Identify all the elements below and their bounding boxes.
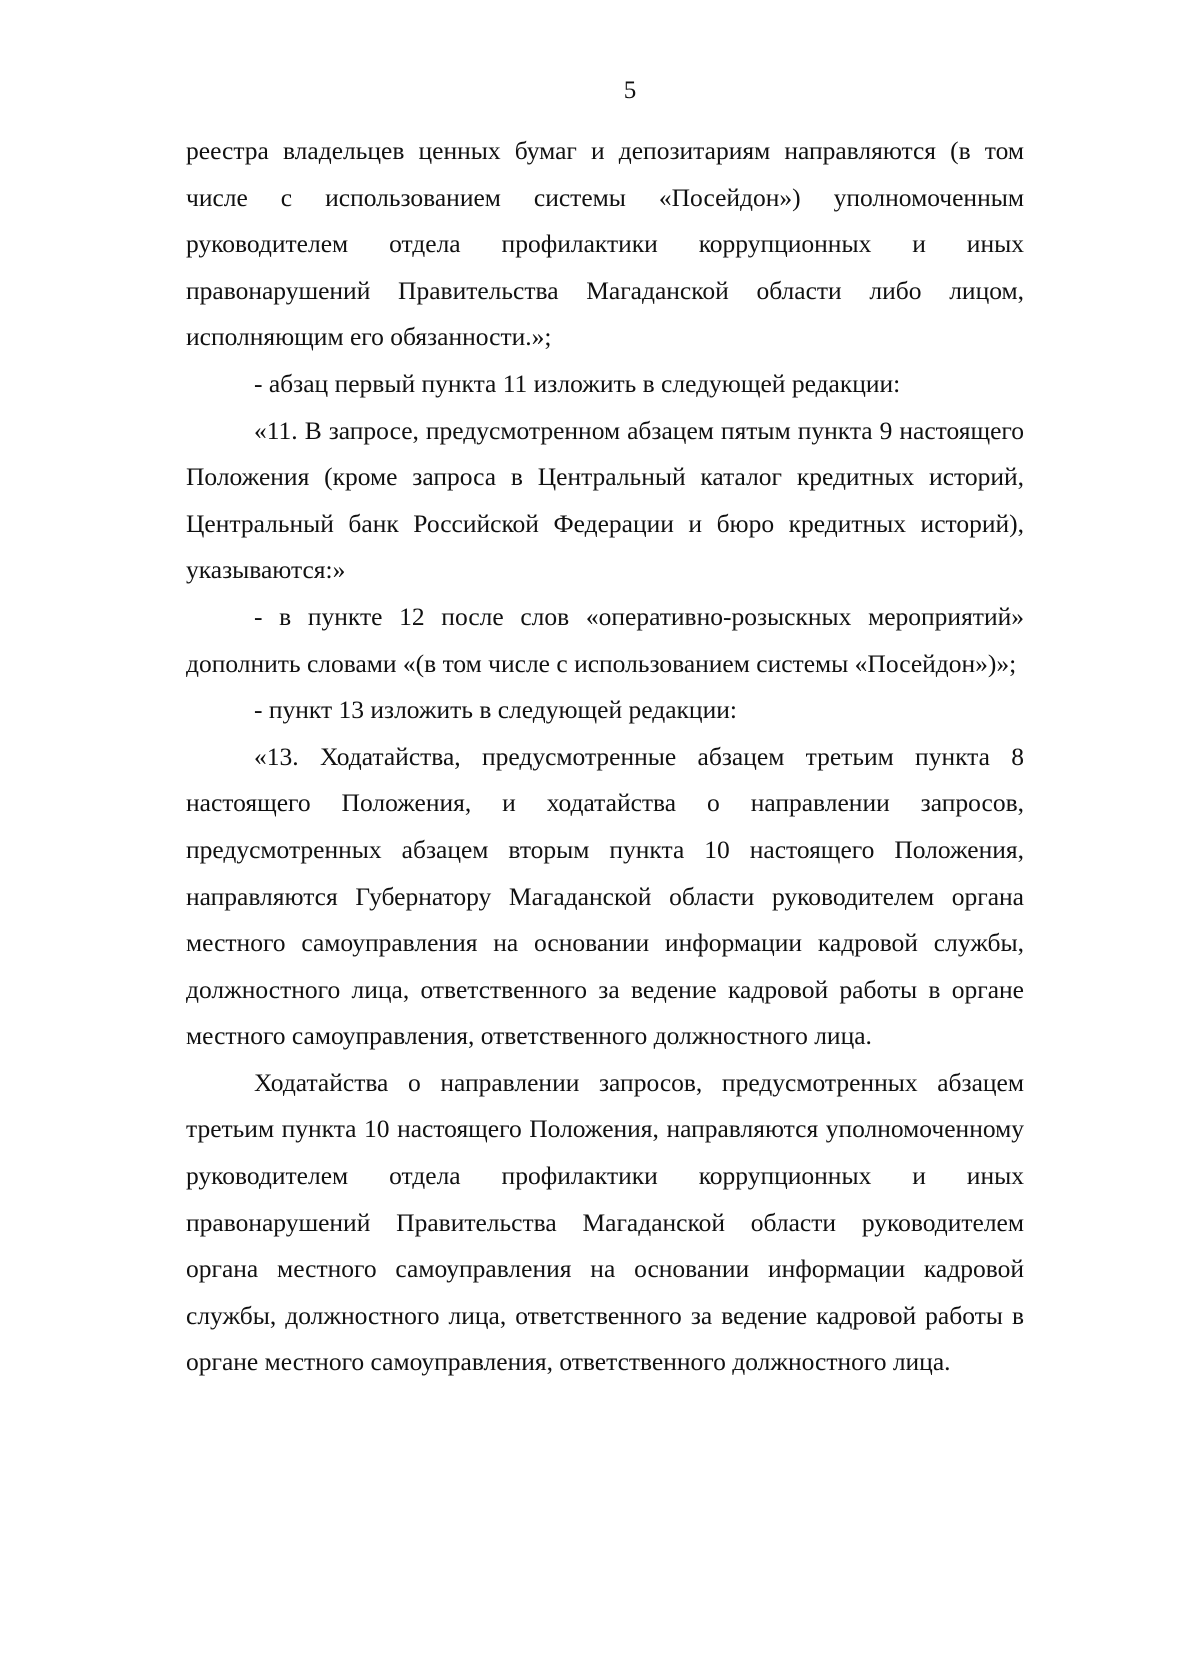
paragraph-continuation: реестра владельцев ценных бумаг и депозитариям направляются (в том числе с использованием системы «Посейдон») уполномоченным руководителем отдела профилактики коррупционных и иных правонарушений Правительства Магаданской области либо лицом, исполняющим его обязанности.»; — [186, 136, 1024, 352]
page-number: 5 — [623, 77, 637, 104]
paragraph-item-11-text: «11. В запросе, предусмотренном абзацем пятым пункта 9 настоящего Положения (кроме запроса в Центральный каталог кредитных историй, Центральный банк Российской Федерации и бюро кредитных историй), указываются:» — [186, 415, 1024, 585]
paragraph-item-13-second: Ходатайства о направлении запросов, предусмотренных абзацем третьим пункта 10 настоящего Положения, направляются уполномоченному руководителем отдела профилактики коррупционных и иных правонарушений Правительства Магаданской области руководителем органа местного самоуправления на основании информации кадровой службы, должностного лица, ответственного за ведение кадровой работы в органе местного самоуправления, ответственного должностного лица. — [186, 1067, 1024, 1377]
document-body — [186, 128, 1024, 1386]
paragraph-amend-item-12: - в пункте 12 после слов «оперативно-розыскных мероприятий» дополнить словами «(в том числе с использованием системы «Посейдон»)»; — [186, 601, 1024, 678]
paragraph-amend-item-13: - пункт 13 изложить в следующей редакции: — [254, 695, 737, 725]
paragraph-amend-item-11: - абзац первый пункта 11 изложить в следующей редакции: — [254, 368, 901, 398]
paragraph-item-13-text: «13. Ходатайства, предусмотренные абзацем третьим пункта 8 настоящего Положения, и ходатайства о направлении запросов, предусмотренных абзацем вторым пункта 10 настоящего Положения, направляются Губернатору Магаданской области руководителем органа местного самоуправления на основании информации кадровой службы, должностного лица, ответственного за ведение кадровой работы в органе местного самоуправления, ответственного должностного лица. — [186, 741, 1024, 1051]
